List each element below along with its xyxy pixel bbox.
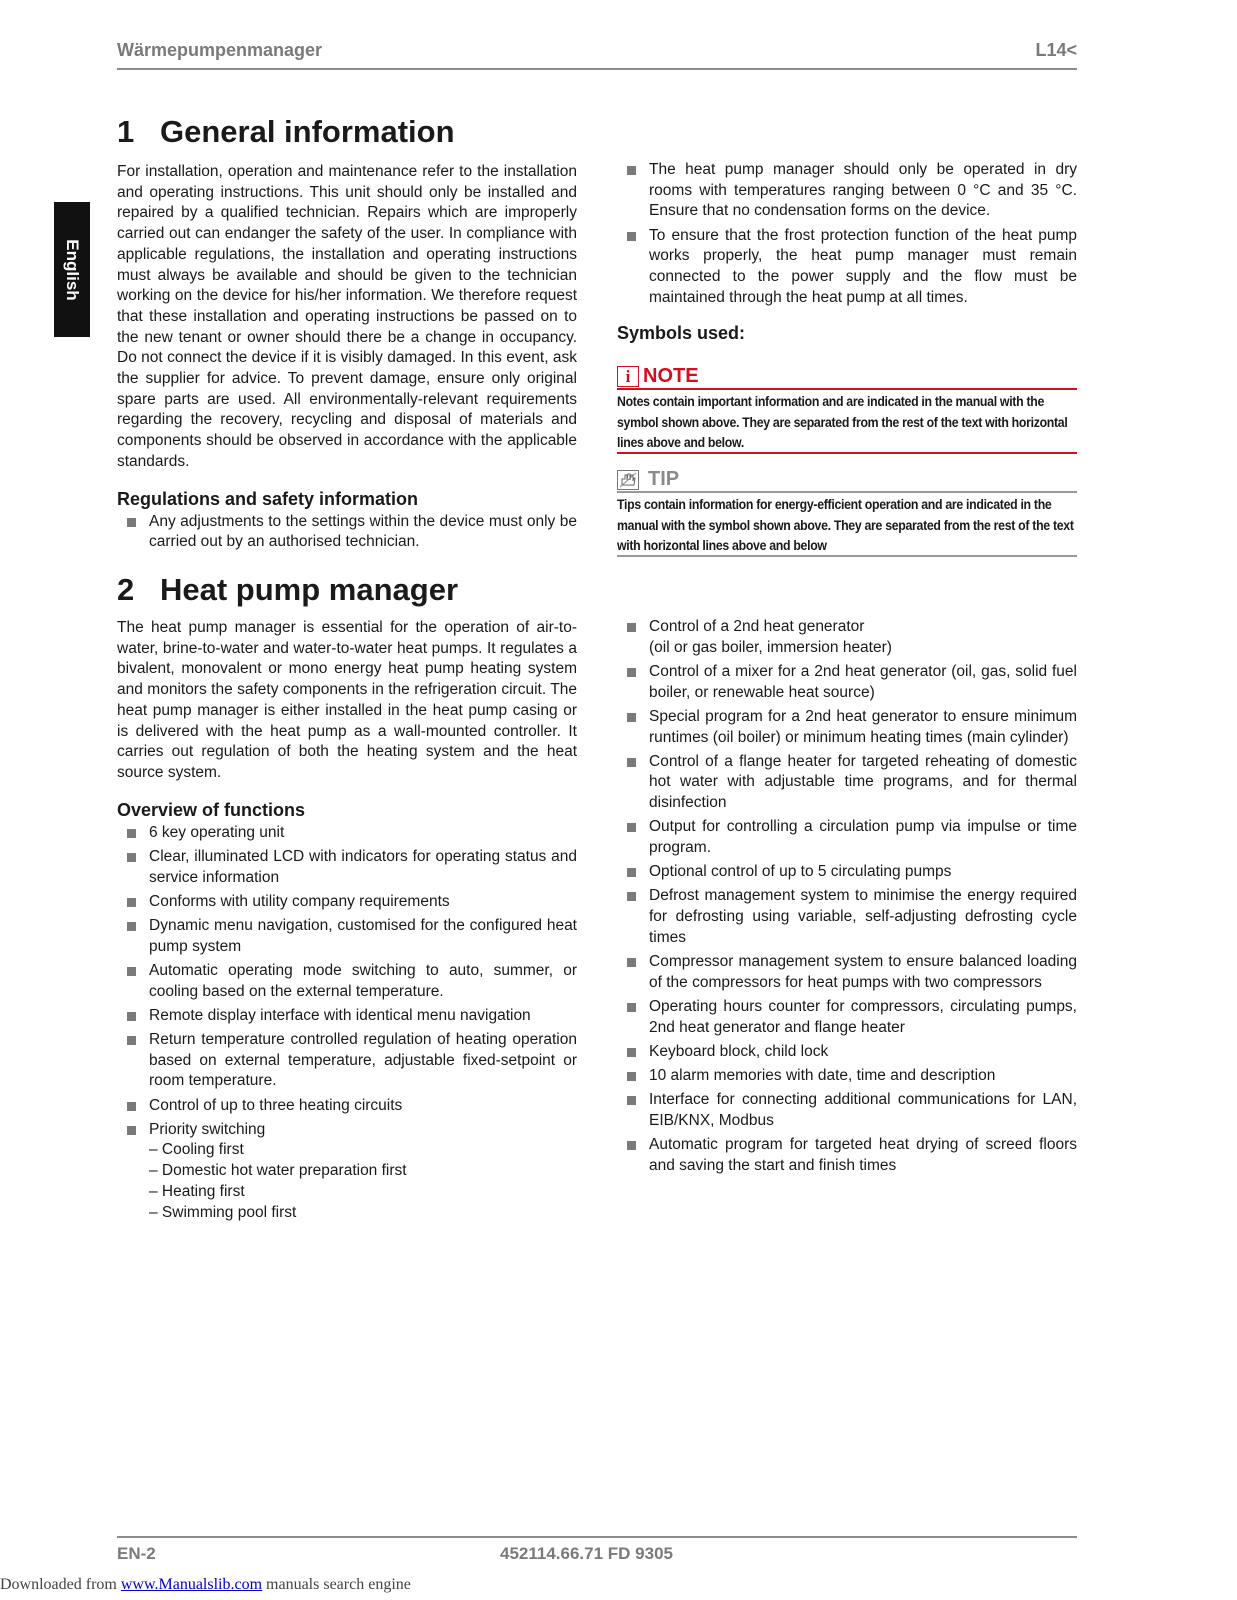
list-item: Conforms with utility company requirements [117, 892, 577, 913]
priority-sub-item: – Swimming pool first [149, 1203, 297, 1221]
note-title: NOTE [643, 365, 699, 387]
list-item-line: Control of a 2nd heat generator [649, 618, 865, 635]
list-item: Any adjustments to the settings within the device must only be carried out by an authorised technician. [117, 512, 577, 553]
list-item: Remote display interface with identical menu navigation [117, 1006, 577, 1027]
list-item: Automatic program for targeted heat drying of screed floors and saving the start and finish times [617, 1135, 1077, 1176]
operating-conditions-list [617, 160, 1077, 308]
section-2-number: 2 [117, 572, 135, 607]
list-item: Interface for connecting additional communications for LAN, EIB/KNX, Modbus [617, 1090, 1077, 1131]
regulations-list [117, 512, 577, 553]
priority-sub-item: – Cooling first [149, 1141, 244, 1159]
note-box [617, 364, 1077, 454]
general-info-paragraph: For installation, operation and maintenance refer to the installation and operating instructions. This unit should only be installed and repaired by a qualified technician. Repairs which are improperly carried out can endanger the safety of the user. In compliance with applicable regulations, the installation and operating instructions must always be available and should be given to the technician working on the device for his/her information. We therefore request that these installation and operating instructions be passed on to the new tenant or owner should there be a change in occupancy. Do not connect the device if it is visibly damaged. In this event, ask the supplier for advice. To prevent damage, ensure only original spare parts are used. All environmentally-relevant requirements regarding the recovery, recycling and disposal of materials and components should be observed in accordance with the applicable standards. [117, 163, 577, 470]
list-item: To ensure that the frost protection function of the heat pump works properly, the heat pump manager must remain connected to the power supply and the flow must be maintained through the heat pump at all times. [617, 226, 1077, 309]
list-item: Clear, illuminated LCD with indicators for operating status and service information [117, 847, 577, 888]
list-item: Return temperature controlled regulation of heating operation based on external temperature, adjustable fixed-setpoint or room temperature. [117, 1030, 577, 1092]
list-item: 6 key operating unit [117, 823, 577, 844]
list-item: Defrost management system to minimise the energy required for defrosting using variable, self-adjusting defrosting cycle times [617, 886, 1077, 948]
priority-switching-item [117, 1120, 577, 1224]
list-item: Automatic operating mode switching to auto, summer, or cooling based on the external temperature. [117, 961, 577, 1002]
hand-icon [617, 470, 639, 490]
download-prefix: Downloaded from [0, 1576, 121, 1593]
list-item: Special program for a 2nd heat generator to ensure minimum runtimes (oil boiler) or minimum heating times (main cylinder) [617, 707, 1077, 748]
list-item: Dynamic menu navigation, customised for the configured heat pump system [117, 916, 577, 957]
header-title: Wärmepumpenmanager [117, 40, 323, 60]
heat-pump-manager-paragraph: The heat pump manager is essential for the operation of air-to-water, brine-to-water and water-to-water heat pumps. It regulates a bivalent, monovalent or mono energy heat pump heating system and monitors the safety components in the refrigeration circuit. The heat pump manager is either installed in the heat pump casing or is delivered with the heat pump as a wall-mounted controller. It carries out regulation of both the heating system and the heat source system. [117, 619, 577, 781]
functions-list-left [117, 823, 577, 1224]
section-1-title [117, 114, 577, 150]
list-item: 10 alarm memories with date, time and description [617, 1066, 1077, 1087]
list-item: Keyboard block, child lock [617, 1042, 1077, 1063]
page-footer [117, 1536, 1077, 1563]
language-tab-label: English [63, 238, 82, 301]
section-1-right [617, 160, 1077, 345]
note-text: Notes contain important information and are indicated in the manual with the symbol shown above. They are separated from the rest of the text with horizontal lines above and below. [617, 393, 1068, 450]
download-suffix: manuals search engine [262, 1576, 411, 1593]
symbols-heading: Symbols used: [617, 323, 746, 344]
section-2-left [117, 572, 577, 1227]
section-2-title-text: Heat pump manager [160, 572, 459, 607]
regulations-heading: Regulations and safety information [117, 488, 419, 509]
document-code: 452114.66.71 FD 9305 [500, 1544, 673, 1563]
list-item-line: (oil or gas boiler, immersion heater) [649, 638, 892, 656]
info-icon: i [617, 366, 639, 387]
list-item: Control of a mixer for a 2nd heat generator (oil, gas, solid fuel boiler, or renewable heat source) [617, 662, 1077, 703]
priority-sub-item: – Heating first [149, 1182, 245, 1200]
section-2-right [617, 617, 1077, 1180]
page-number: EN-2 [117, 1544, 156, 1563]
manualslib-link[interactable]: www.Manualslib.com [120, 1576, 263, 1593]
note-title-bar [617, 364, 1077, 390]
section-1-number: 1 [117, 114, 135, 149]
tip-text: Tips contain information for energy-efficient operation and are indicated in the manual with the symbol shown above. They are separated from the rest of the text with horizontal lines above and below [617, 496, 1074, 553]
list-item: The heat pump manager should only be operated in dry rooms with temperatures ranging between 0 °C and 35 °C. Ensure that no condensation forms on the device. [617, 160, 1077, 222]
language-tab [54, 202, 90, 337]
functions-list-right [617, 617, 1077, 1177]
tip-title: TIP [648, 468, 680, 490]
list-item [617, 617, 1077, 658]
list-item: Control of a flange heater for targeted reheating of domestic hot water with adjustable time programs, and for thermal disinfection [617, 752, 1077, 814]
list-item: Output for controlling a circulation pump via impulse or time program. [617, 817, 1077, 858]
priority-sub-item: – Domestic hot water preparation first [149, 1162, 407, 1180]
list-item: Operating hours counter for compressors, circulating pumps, 2nd heat generator and flange heater [617, 997, 1077, 1038]
tip-box [617, 467, 1077, 557]
header-model: L14< [1035, 40, 1077, 60]
page-header [117, 38, 1077, 70]
overview-heading: Overview of functions [117, 799, 306, 820]
priority-switching-label: Priority switching [149, 1120, 266, 1138]
list-item: Control of up to three heating circuits [117, 1096, 577, 1117]
tip-title-bar [617, 467, 1077, 493]
section-2-title [117, 572, 577, 608]
list-item: Compressor management system to ensure balanced loading of the compressors for heat pumps with two compressors [617, 952, 1077, 993]
list-item: Optional control of up to 5 circulating pumps [617, 862, 1077, 883]
download-banner [0, 1576, 411, 1594]
section-1-title-text: General information [160, 114, 455, 149]
section-1-left [117, 114, 577, 556]
